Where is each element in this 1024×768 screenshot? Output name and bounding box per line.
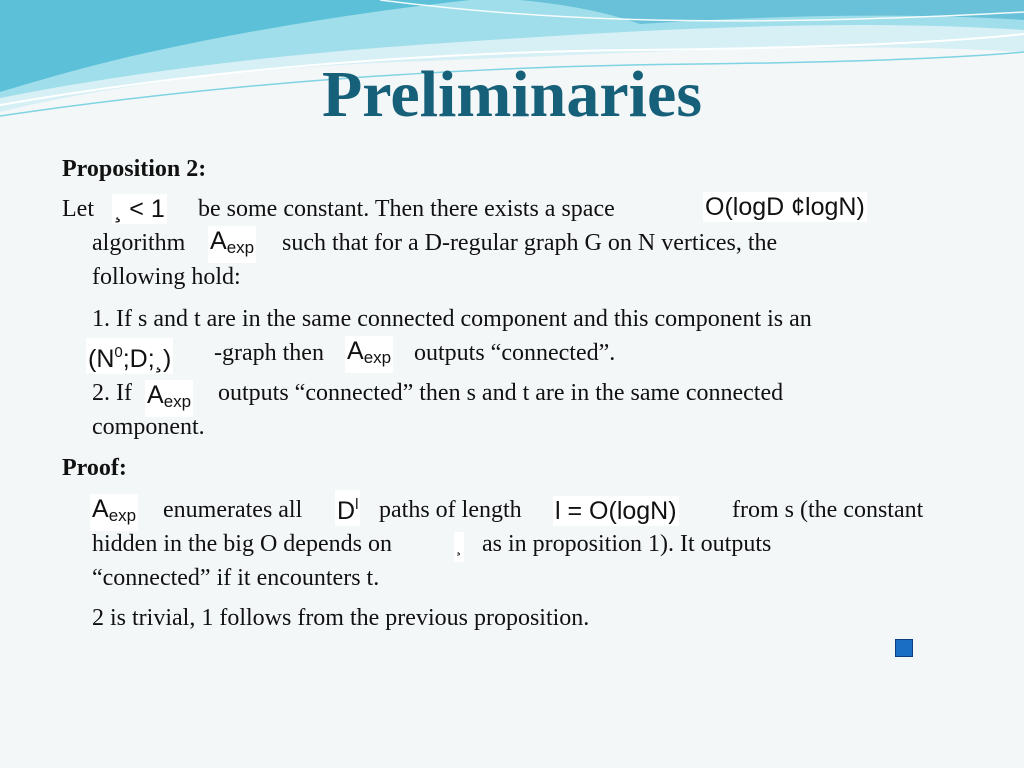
proof-line-1-text-3: from s (the constant xyxy=(732,497,924,523)
math-algorithm-aexp: $A_{exp}$ xyxy=(208,226,256,263)
proposition-line-3: following hold: xyxy=(92,264,241,290)
math-lambda-condition: ¸ < 1 xyxy=(114,195,165,223)
proposition-line-1-mid: be some constant. Then there exists a space xyxy=(198,196,615,222)
item-1-post: outputs “connected”. xyxy=(414,340,616,366)
math-algorithm-aexp-3: $A_{exp}$ xyxy=(145,380,193,417)
proof-heading: Proof: xyxy=(62,455,127,481)
math-paths-count: $D^l$ xyxy=(335,490,360,526)
proposition-line-1 xyxy=(62,192,94,226)
slide-nav-square-icon[interactable] xyxy=(895,639,913,657)
proposition-line-2-post: such that for a D-regular graph G on N vertices, the xyxy=(282,230,778,256)
item-2-post: outputs “connected” then s and t are in the same connected xyxy=(218,380,784,406)
item-1-mid: -graph then xyxy=(214,340,324,366)
math-space-bound: O(logD ¢logN) xyxy=(705,193,865,221)
math-algorithm-aexp-4: $A_{exp}$ xyxy=(90,494,138,531)
slide-title: Preliminaries xyxy=(321,58,702,131)
item-1-text: 1. If s and t are in the same connected component and this component is an xyxy=(92,306,812,332)
proof-line-2-pre: hidden in the big O depends on xyxy=(92,531,392,557)
proof-line-1-text-2: paths of length xyxy=(379,497,522,523)
math-algorithm-aexp-2: $A_{exp}$ xyxy=(345,336,393,373)
math-lambda-symbol: ¸ xyxy=(454,532,464,562)
proof-line-1-text-1: enumerates all xyxy=(163,497,303,523)
proposition-line-2-pre: algorithm xyxy=(92,230,186,256)
let-text: Let xyxy=(62,196,94,222)
item-2-pre: 2. If xyxy=(92,380,132,406)
math-graph-params: $(N^0;D;¸)$ xyxy=(86,338,173,374)
proof-line-2-post: as in proposition 1). It outputs xyxy=(482,531,772,557)
proof-line-3: “connected” if it encounters t. xyxy=(92,565,380,591)
item-2-cont: component. xyxy=(92,414,205,440)
proposition-heading: Proposition 2: xyxy=(62,156,207,182)
proof-line-4: 2 is trivial, 1 follows from the previous proposition. xyxy=(92,605,590,631)
math-path-length: l = O(logN) xyxy=(555,497,677,525)
